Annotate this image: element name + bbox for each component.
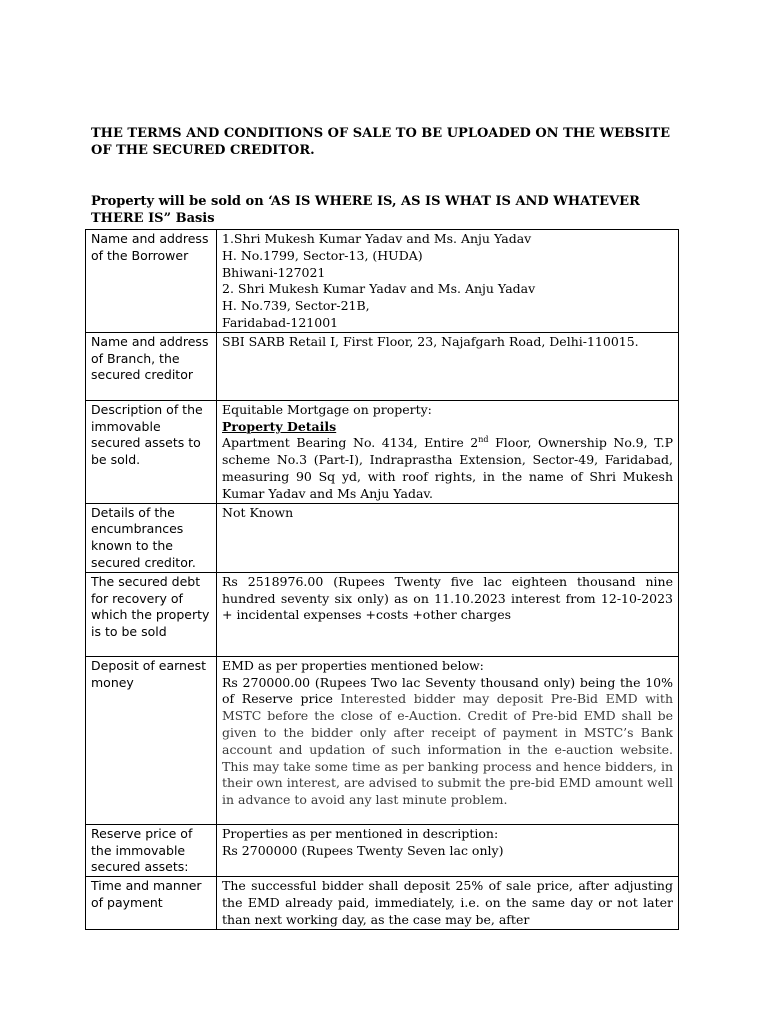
encumbrances-value: Not Known — [217, 503, 679, 572]
borrower-line-2: H. No.1799, Sector-13, (HUDA) — [222, 247, 423, 263]
encumbrances-label: Details of the encumbrances known to the secured creditor. — [86, 503, 217, 572]
payment-value: The successful bidder shall deposit 25% of sale price, after adjusting the EMD already paid, immediately, i.e. on the same day or not later than next working day, as the case may be, after — [217, 877, 679, 929]
table-row-branch — [86, 332, 679, 400]
deposit-value — [217, 656, 679, 824]
terms-table — [85, 229, 679, 930]
borrower-line-4: 2. Shri Mukesh Kumar Yadav and Ms. Anju Yadav — [222, 281, 536, 297]
borrower-line-1: 1.Shri Mukesh Kumar Yadav and Ms. Anju Yadav — [222, 231, 532, 246]
reserve-amount: Rs 2700000 (Rupees Twenty Seven lac only) — [222, 842, 504, 858]
deposit-intro: EMD as per properties mentioned below: — [222, 657, 484, 673]
property-details-title: Property Details — [222, 418, 337, 434]
borrower-line-5: H. No.739, Sector-21B, — [222, 298, 370, 314]
table-row-deposit — [86, 656, 679, 824]
borrower-line-6: Faridabad-121001 — [222, 314, 339, 330]
document-title: THE TERMS AND CONDITIONS OF SALE TO BE UPLOADED ON THE WEBSITE OF THE SECURED CREDITOR. — [91, 126, 671, 158]
reserve-value — [217, 824, 679, 876]
description-label: Description of the immovable secured assets to be sold. — [86, 400, 217, 503]
table-row-borrower — [86, 230, 679, 333]
debt-label: The secured debt for recovery of which the property is to be sold — [86, 572, 217, 656]
reserve-intro: Properties as per mentioned in description: — [222, 825, 499, 841]
borrower-value — [217, 230, 679, 333]
borrower-label: Name and address of the Borrower — [86, 230, 217, 333]
deposit-label: Deposit of earnest money — [86, 656, 217, 824]
table-row-reserve — [86, 824, 679, 876]
table-row-encumbrances — [86, 503, 679, 572]
table-row-description — [86, 400, 679, 503]
table-row-payment — [86, 877, 679, 929]
borrower-line-3: Bhiwani-127021 — [222, 264, 326, 280]
sale-basis-heading: Property will be sold on ‘AS IS WHERE IS, AS IS WHAT IS AND WHATEVER THERE IS” Basis — [91, 194, 640, 226]
description-value — [217, 400, 679, 503]
deposit-text: Rs 270000.00 (Rupees Two lac Seventy thousand only) being the 10% of Reserve price — [222, 674, 673, 707]
description-intro: Equitable Mortgage on property: — [222, 401, 432, 417]
debt-value: Rs 2518976.00 (Rupees Twenty five lac eighteen thousand nine hundred seventy six only) as on 11.10.2023 interest from 12-10-2023 + incidental expenses +costs +other charges — [217, 572, 679, 656]
table-row-debt — [86, 572, 679, 656]
reserve-label: Reserve price of the immovable secured assets: — [86, 824, 217, 876]
property-details-text: Apartment Bearing No. 4134, Entire 2nd Floor, Ownership No.9, T.P scheme No.3 (Part-I), Indraprastha Extension, Sector-49, Faridabad, measuring 90 Sq yd, with roof rights, in the name of Shri Mukesh Kumar Yadav and Ms Anju Yadav. — [222, 435, 673, 501]
payment-label: Time and manner of payment — [86, 877, 217, 929]
branch-value: SBI SARB Retail I, First Floor, 23, Najafgarh Road, Delhi-110015. — [217, 332, 679, 400]
branch-label: Name and address of Branch, the secured creditor — [86, 332, 217, 400]
deposit-instructions: Interested bidder may deposit Pre-Bid EMD with MSTC before the close of e-Auction. Credit of Pre-bid EMD shall be given to the bidder only after receipt of payment in MSTC’s Bank account and updation of such information in the e-auction website. This may take some time as per banking process and hence bidders, in their own interest, are advised to submit the pre-bid EMD amount well in advance to avoid any last minute problem. — [222, 691, 674, 808]
